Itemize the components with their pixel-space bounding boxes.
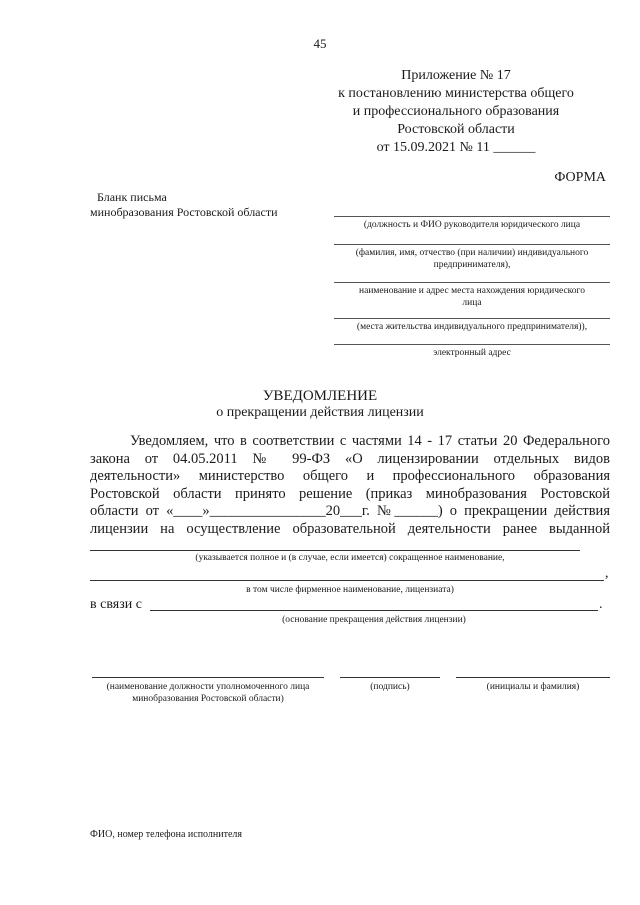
body-line: Ростовской области принято решение (приказ минобразования Ростовской [90,485,610,502]
recipient-caption: лица [462,298,482,308]
appendix-line: и профессионального образования [352,104,560,119]
page-number: 45 [313,36,327,51]
appendix-line: Приложение № 17 [401,68,511,83]
name-caption: (инициалы и фамилия) [486,682,580,692]
recipient-caption: электронный адрес [433,348,511,358]
recipient-block [334,216,610,359]
recipient-caption: наименование и адрес места нахождения юридического [359,286,585,296]
licensee-line [90,580,604,581]
recipient-caption: (должность и ФИО руководителя юридического лица [363,220,581,230]
executor-note: ФИО, номер телефона исполнителя [90,829,243,840]
reason-label: в связи с [90,597,142,612]
recipient-caption: (места жительства индивидуального предпринимателя)), [356,322,588,332]
recipient-line [334,318,610,319]
licensee-line [90,550,580,551]
licensee-caption: в том числе фирменное наименование, лицензиата) [246,585,454,595]
appendix-block [320,67,592,157]
appendix-line: от 15.09.2021 № 11 ______ [376,140,536,155]
position-line [92,677,324,678]
recipient-caption: (фамилия, имя, отчество (при наличии) индивидуального [355,248,589,258]
position-caption [86,681,330,705]
body-line: лицензии на осуществление образовательной деятельности ранее выданной [90,520,610,537]
body-line: закона от 04.05.2011 № 99-ФЗ «О лицензировании отдельных видов [90,450,610,467]
body-line: Уведомляем, что в соответствии с частями 14 - 17 статьи 20 Федерального [130,433,610,449]
letterhead-note [90,190,278,220]
form-label: ФОРМА [554,170,606,185]
document-title: УВЕДОМЛЕНИЕ [262,388,378,404]
recipient-caption: предпринимателя), [433,260,511,270]
body-line: области от «____»________________20___г. №______) о прекращении действия [90,503,610,519]
reason-dot: . [599,597,603,612]
name-line [456,677,610,678]
position-caption-line: (наименование должности уполномоченного лица [106,682,310,692]
recipient-line [334,216,610,217]
letterhead-line: минобразования Ростовской области [90,205,278,219]
body-paragraph [90,433,610,538]
position-caption-line: минобразования Ростовской области) [132,694,284,704]
letterhead-line: Бланк письма [97,190,167,204]
licensee-comma: , [605,566,609,581]
signature-line [340,677,440,678]
appendix-line: Ростовской области [397,122,515,137]
reason-caption: (основание прекращения действия лицензии) [282,615,466,625]
document-subtitle: о прекращении действия лицензии [216,405,424,420]
reason-line [150,610,598,611]
recipient-line [334,282,610,283]
appendix-line: к постановлению министерства общего [338,86,574,101]
recipient-line [334,244,610,245]
signature-caption: (подпись) [370,682,410,692]
body-line: деятельности» министерство общего и профессионального образования [90,468,610,484]
licensee-caption: (указывается полное и (в случае, если имеется) сокращенное наименование, [195,553,505,563]
recipient-line [334,344,610,345]
